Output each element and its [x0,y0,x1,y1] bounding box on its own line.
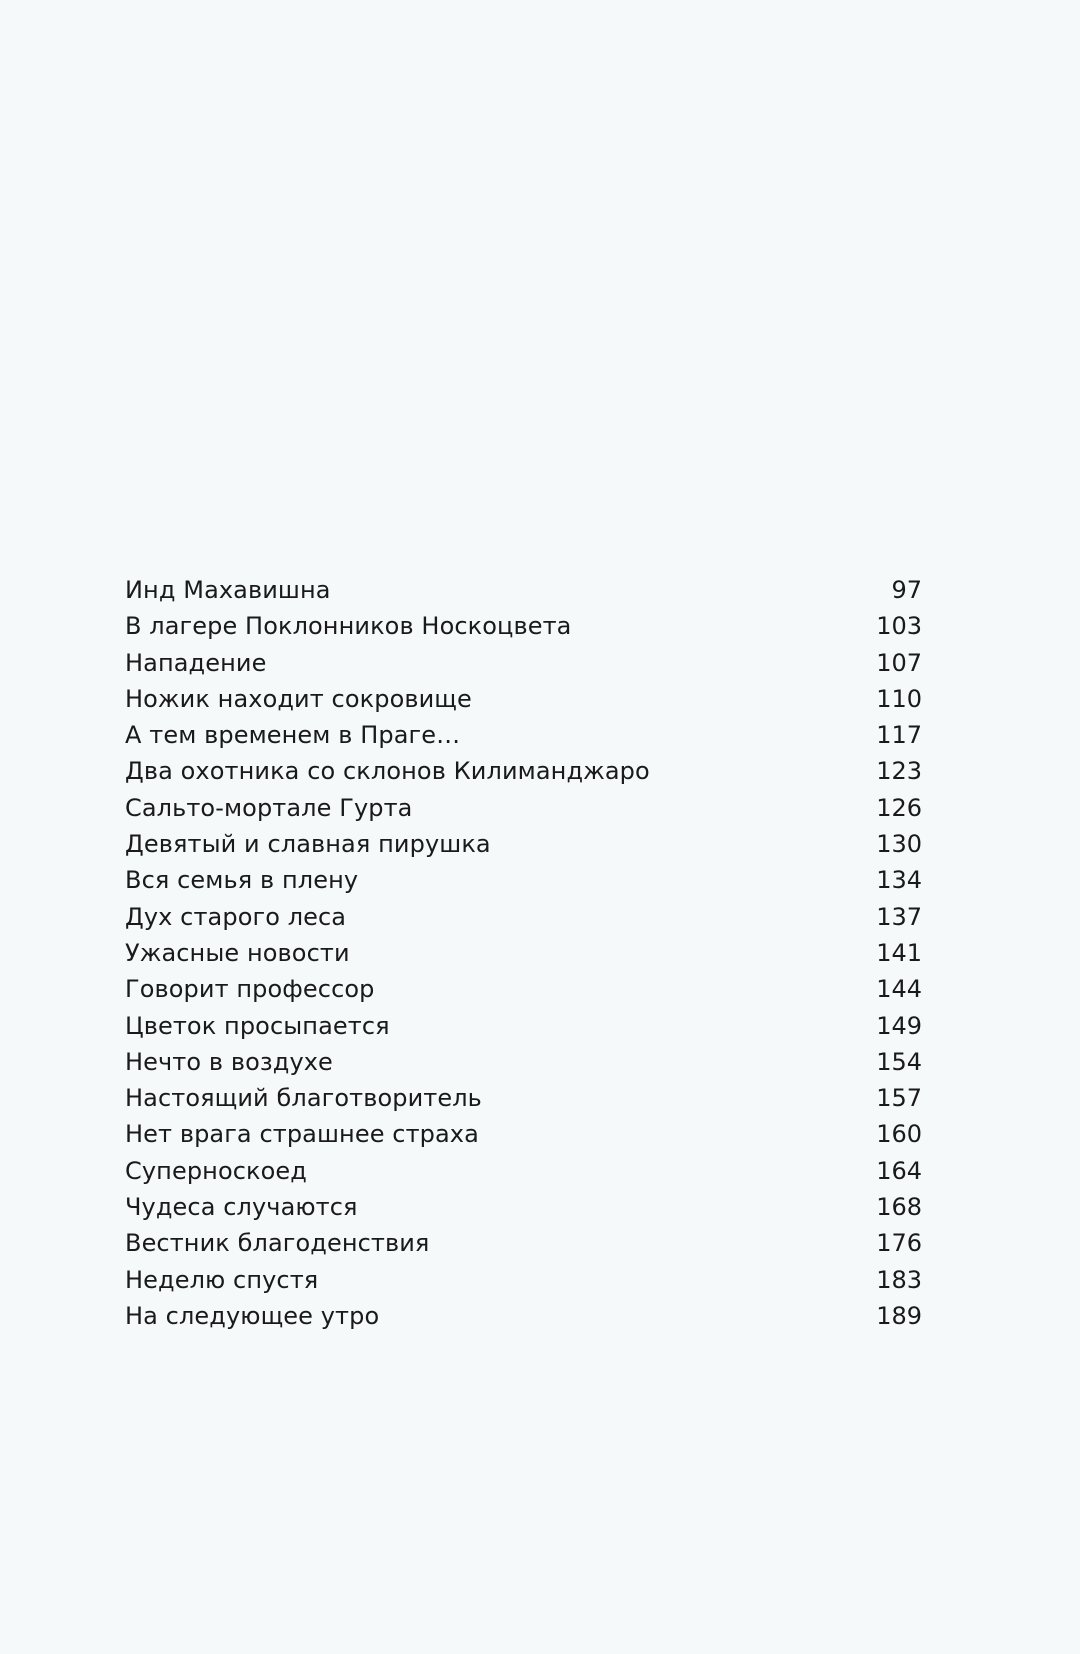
toc-entry-title: Нападение [125,648,267,677]
toc-entry-title: Ножик находит сокровище [125,684,472,713]
toc-entry-page: 157 [876,1084,922,1113]
toc-entry-page: 107 [876,648,922,677]
toc-entry [125,1084,922,1120]
toc-entry-page: 183 [876,1265,922,1294]
toc-entry-title: Дух старого леса [125,902,347,931]
toc-entry [125,757,922,793]
toc-entry-title: Неделю спустя [125,1265,319,1294]
toc-entry [125,685,922,721]
toc-entry-page: 110 [876,684,922,713]
toc-entry-title: Цветок просыпается [125,1011,390,1040]
toc-entry-page: 130 [876,830,922,859]
toc-entry-title: Говорит профессор [125,975,375,1004]
toc-entry [125,1266,922,1302]
toc-entry-page: 160 [876,1120,922,1149]
toc-entry [125,649,922,685]
toc-entry-title: Девятый и славная пирушка [125,830,491,859]
toc-entry-title: Суперноскоед [125,1156,307,1185]
toc-entry-title: Нечто в воздухе [125,1047,333,1076]
toc-entry [125,1012,922,1048]
toc-entry [125,903,922,939]
toc-entry-page: 141 [876,938,922,967]
toc-entry-page: 103 [876,612,922,641]
toc-entry-title: Чудеса случаются [125,1193,358,1222]
toc-entry [125,612,922,648]
toc-entry [125,1120,922,1156]
toc-entry [125,1193,922,1229]
table-of-contents [125,576,922,1338]
toc-entry-title: Настоящий благотворитель [125,1084,482,1113]
toc-entry-title: Инд Махавишна [125,576,331,604]
toc-entry-title: Сальто-мортале Гурта [125,793,413,822]
toc-entry-page: 144 [876,975,922,1004]
toc-entry-title: А тем временем в Праге… [125,721,461,750]
toc-entry [125,866,922,902]
toc-entry-page: 164 [876,1156,922,1185]
toc-entry-page: 134 [876,866,922,895]
toc-entry [125,794,922,830]
toc-entry [125,576,922,612]
toc-entry-title: Ужасные новости [125,938,350,967]
toc-entry-page: 117 [876,721,922,750]
toc-entry-title: В лагере Поклонников Носкоцвета [125,612,572,641]
toc-entry-page: 126 [876,793,922,822]
toc-entry [125,1229,922,1265]
toc-entry [125,975,922,1011]
toc-entry-title: Два охотника со склонов Килиманджаро [125,757,650,786]
toc-entry-page: 154 [876,1047,922,1076]
toc-entry [125,1157,922,1193]
toc-entry-title: Вся семья в плену [125,866,359,895]
toc-entry [125,830,922,866]
toc-entry-page: 137 [876,902,922,931]
toc-entry-page: 149 [876,1011,922,1040]
toc-entry-page: 168 [876,1193,922,1222]
toc-entry [125,1302,922,1338]
toc-entry [125,939,922,975]
toc-entry-page: 123 [876,757,922,786]
toc-entry [125,1048,922,1084]
toc-entry-page: 97 [891,576,922,604]
toc-entry-title: Нет врага страшнее страха [125,1120,479,1149]
toc-entry [125,721,922,757]
toc-entry-page: 189 [876,1301,922,1330]
toc-entry-page: 176 [876,1229,922,1258]
toc-entry-title: Вестник благоденствия [125,1229,430,1258]
toc-entry-title: На следующее утро [125,1301,380,1330]
